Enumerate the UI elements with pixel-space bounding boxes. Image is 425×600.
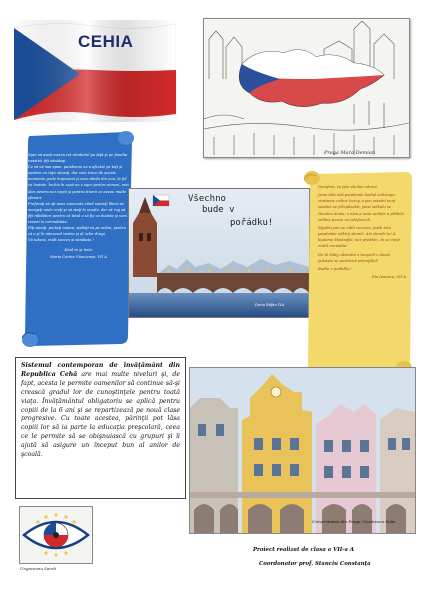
- page-title: CEHIA: [78, 32, 134, 51]
- prague-slogan-line1: Všechno: [188, 194, 226, 204]
- eye-drawing-caption: Ungureanu Sarah: [20, 566, 57, 571]
- prague-painting-caption: Daria Băfan IVA: [255, 303, 285, 307]
- houses-painting: [189, 367, 416, 534]
- romanian-paragraph: Sper să aveţi mereu tot zâmbetul pe faţă şi pe familia voastră, fiţi sănătoşi.: [28, 153, 128, 164]
- czech-paragraph: Buďte v pořádku!: [318, 266, 352, 271]
- czech-paragraph: Jsme děti náš pandemie hodně ovlivnuje: ztrátame online kurzy, a pro ostatní není snadné se přizpůsobit, jsme setkalo se životem doma, s nám a nože ucitele a přátele vidíme pouze na telefonech.: [318, 193, 404, 222]
- romanian-paragraph: Preferaţi să aţi avea momente când sunteţi liberi să mergeţi unde vreţi şi să staţi în scoala, dar vă rog să fiţi răbdători pentru că totul o să fie ca înainte şi vom reveni la normalitate.: [28, 201, 127, 225]
- romanian-paragraph: Ce să vă mai spun, pandemia ne-a afectat pe toţi şi suntem cu toţii obosiţi, dar vom trece de aceste momente grele împreună şi vom zâmbi din nou, la fel ca înainte. Închis în casă nu e uşor pentru nimeni, mai ales pentru noi copiii şi pentru tinerii ce aveau multe planuri.: [28, 165, 129, 200]
- romanian-paragraph: Fiţi atenţi, purtaţi masca, spălaţi-vă pe mâini, pentru că e şi în interesul vostru şi al celor dragi.: [28, 226, 126, 237]
- education-info-heading: Sistemul contemporan de învăţământ din Republica Cehă: [21, 362, 180, 378]
- czech-map-drawing: [203, 18, 410, 158]
- prague-slogan-line3: pořádku!: [230, 218, 274, 228]
- romanian-message-text: [28, 152, 129, 260]
- eye-flag-drawing: [19, 506, 93, 564]
- czech-paragraph: Do té doby zůstaňte v bezpečí v domě, pokuste se pozitivně přemýšlet!: [318, 252, 392, 263]
- education-info-box: [15, 357, 186, 499]
- map-drawing-caption: Praga Mara Demian: [324, 150, 376, 156]
- czech-paragraph: Myslím jste se cítili znuceni, jestli toto pandemie něktrý skonči. Ale skončí to! A budeme šťastnější, než předtím, že se život vrátil normální.: [318, 225, 400, 249]
- romanian-paragraph: Vă iubesc, mult succes şi sănătate !: [28, 238, 94, 243]
- education-info-text: [21, 362, 180, 460]
- romanian-signature-line1: Kind re şi Imbr: [64, 248, 93, 253]
- prague-slogan-line2: bude v: [202, 205, 235, 215]
- education-info-body: are mai multe niveluri şi, de fapt, acesta le permite oamenilor să continue să-şi crească gradul lor de cunoştinţele pentru toată viaţa. Învăţământul obligatoriu se aplică pentru copiii de la 6 ani şi se repartizează pe nouă clase progresive. Cu toate acestea, părinţii pot lăsa copiii lor să ia parte la educaţia preşcolară, ceea ce le permite să se obişnuiască cu grupuri şi îi ajută să asigure un început bun al anilor de şcoală.: [21, 370, 181, 459]
- coordinator-credit: Coordonator prof. Stanciu Constanţa: [259, 561, 371, 567]
- houses-painting-caption: Universitatea din Praga: Cozărescu Sofie: [312, 519, 396, 524]
- project-credit: Proiect realizat de clasa a VII-a A: [253, 547, 355, 553]
- czech-signature: Ilia Ionescu, VII A: [371, 275, 406, 280]
- romanian-signature-line2: Maria Corina Gioncenea, VII A: [50, 254, 107, 259]
- czech-paragraph: Dorafem, že jste všichni zdraví.: [318, 185, 378, 189]
- czech-message-text: [318, 184, 406, 282]
